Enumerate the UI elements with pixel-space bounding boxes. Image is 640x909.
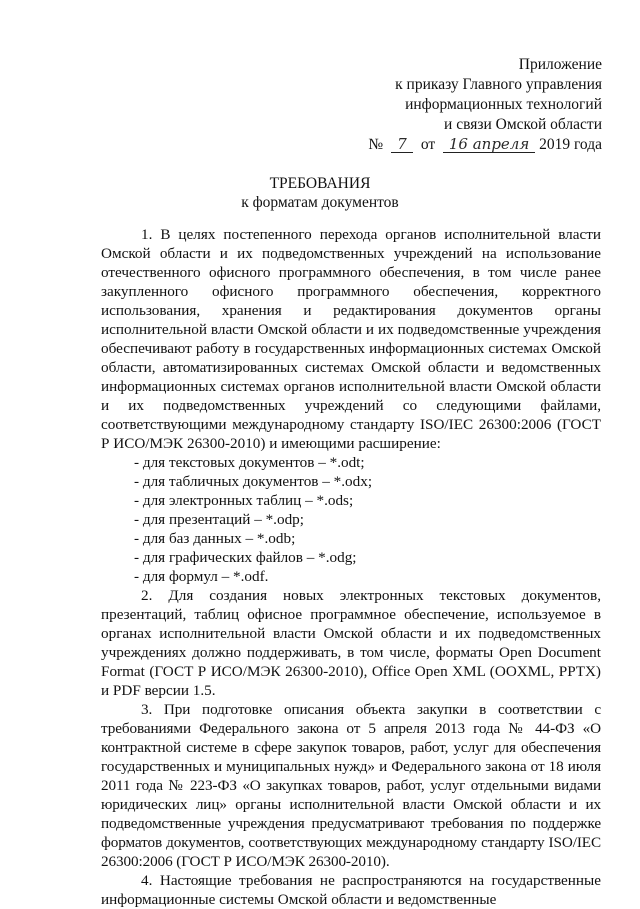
format-item-odp: - для презентаций – *.odp; [134, 511, 304, 528]
paragraph-1: 1. В целях постепенного перехода органов исполнительной власти Омской области и их подведомственных учреждений на использование отечественного офисного программного обеспечения, в том числе ранее закупленного офисного программного обеспечения, корректного использования, хранения и редактирования документов органы исполнительной власти Омской области и их подведомственные учреждения обеспечивают работу в государственных информационных системах Омской области, автоматизированных системах Омской области и ведомственных информационных системах органов исполнительной власти Омской области и их подведомственных учреждений со следующими файлами, соответствующими международному стандарту ISO/IEC 26300:2006 (ГОСТ Р ИСО/МЭК 26300-2010) и имеющими расширение: [101, 226, 601, 452]
document-body [101, 225, 601, 909]
appendix-org-line: информационных технологий [405, 96, 602, 113]
year-text: 2019 года [539, 136, 602, 153]
paragraph-4: 4. Настоящие требования не распространяются на государственные информационные системы Омской области и ведомственные [101, 872, 601, 908]
format-item-odx: - для табличных документов – *.odx; [134, 473, 373, 490]
title-subheading: к форматам документов [241, 194, 399, 211]
appendix-region-line: и связи Омской области [444, 116, 602, 133]
appendix-order-line: к приказу Главного управления [395, 76, 602, 93]
document-title [0, 174, 640, 212]
handwritten-date: 16 апреля [443, 136, 535, 153]
appendix-header [368, 55, 602, 155]
paragraph-2: 2. Для создания новых электронных текстовых документов, презентаций, таблиц офисное программное обеспечение, используемое в органах исполнительной власти Омской области и их подведомственных учреждениях должно поддерживать, в том числе, форматы Open Document Format (ГОСТ Р ИСО/МЭК 26300-2010), Office Open XML (OOXML, PPTX) и PDF версии 1.5. [101, 587, 601, 699]
format-item-odt: - для текстовых документов – *.odt; [134, 454, 365, 471]
formats-list [101, 453, 601, 586]
format-item-odf: - для формул – *.odf. [134, 568, 269, 585]
format-item-odg: - для графических файлов – *.odg; [134, 549, 357, 566]
number-label: № [368, 136, 384, 153]
paragraph-3: 3. При подготовке описания объекта закупки в соответствии с требованиями Федерального закона от 5 апреля 2013 года № 44-ФЗ «О контрактной системе в сфере закупок товаров, работ, услуг для обеспечения государственных и муниципальных нужд» и Федерального закона от 18 июля 2011 года № 223-ФЗ «О закупках товаров, работ, услуг отдельными видами юридических лиц» органы исполнительной власти Омской области и их подведомственные учреждения предусматривают требования по поддержке форматов документов, соответствующих международному стандарту ISO/IEC 26300:2006 (ГОСТ Р ИСО/МЭК 26300-2010). [101, 701, 601, 870]
handwritten-number: 7 [391, 136, 413, 153]
format-item-odb: - для баз данных – *.odb; [134, 530, 296, 547]
appendix-title: Приложение [518, 56, 602, 73]
title-heading: ТРЕБОВАНИЯ [269, 175, 371, 192]
format-item-ods: - для электронных таблиц – *.ods; [134, 492, 354, 509]
from-label: от [420, 136, 436, 153]
appendix-number-date-line [368, 135, 602, 155]
